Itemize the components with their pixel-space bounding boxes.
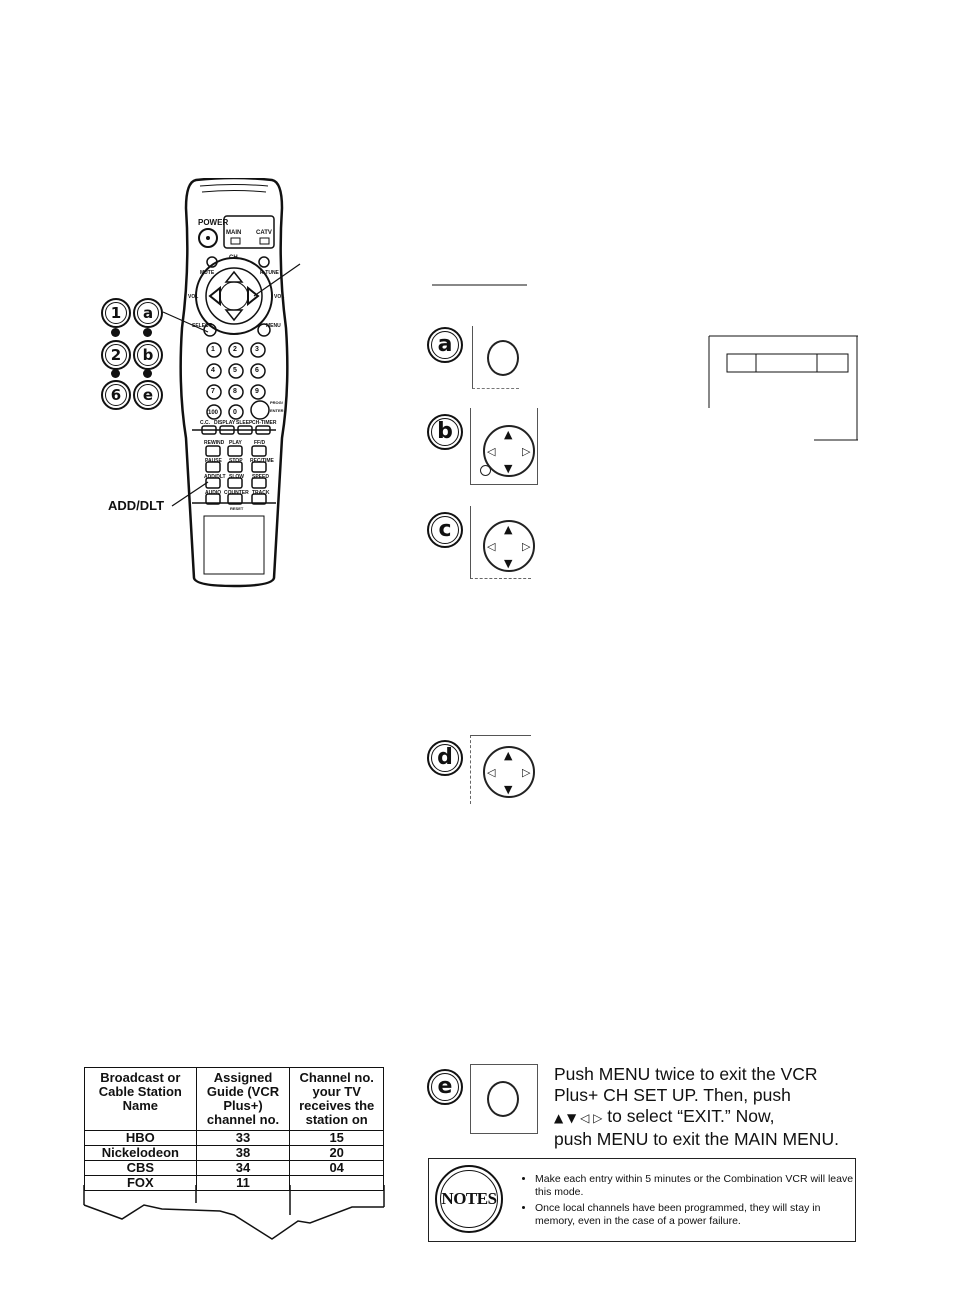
step-e-line-1: Push MENU twice to exit the VCR — [554, 1064, 818, 1084]
remote-label-r-tune: R-TUNE — [260, 270, 279, 276]
step-c-dpad-icon: ▲ ▼ ◁ ▷ — [483, 520, 535, 572]
step-c-label: c — [427, 512, 463, 548]
remote-label-catv: CATV — [256, 230, 272, 236]
remote-key-6: 6 — [255, 367, 259, 374]
table-cell: 11 — [196, 1176, 290, 1191]
step-index-2: 2 — [101, 340, 131, 370]
notes-badge: NOTES — [435, 1165, 503, 1233]
table-row — [85, 1161, 384, 1176]
remote-label-prog-enter: PROG/ ENTER — [270, 400, 284, 413]
table-header-guide: Assigned Guide (VCR Plus+) channel no. — [196, 1068, 290, 1131]
remote-label-main: MAIN — [226, 230, 242, 236]
bullet-dot — [143, 369, 152, 378]
remote-label-track: TRACK — [252, 490, 270, 496]
remote-label-counter: COUNTER — [224, 490, 249, 496]
remote-label-ffwd: FF/D — [254, 440, 266, 446]
remote-label-menu: MENU — [266, 323, 281, 329]
remote-label-power: POWER — [198, 218, 229, 227]
remote-label-ch-timer: CH-TIMER — [252, 420, 277, 426]
table-header-row — [85, 1068, 384, 1131]
remote-label-stop: STOP — [229, 458, 243, 464]
notes-list — [521, 1173, 855, 1231]
step-index-1: 1 — [101, 298, 131, 328]
remote-label-rewind: REWIND — [204, 440, 225, 446]
step-d-label: d — [427, 740, 463, 776]
table-cell: 20 — [290, 1146, 384, 1161]
remote-label-vol-left: VOL — [188, 294, 199, 300]
table-cell: 34 — [196, 1161, 290, 1176]
remote-label-mute: MUTE — [200, 270, 215, 276]
step-a-label: a — [427, 327, 463, 363]
step-index-e: e — [133, 380, 163, 410]
step-b-dpad-icon: ▲ ▼ ◁ ▷ — [483, 425, 535, 477]
remote-label-audio: AUDIO — [205, 490, 222, 496]
remote-label-cc: C.C. — [200, 420, 210, 426]
screen-menu-outline — [700, 334, 860, 444]
step-e-instructions — [554, 1064, 854, 1150]
table-cell: CBS — [85, 1161, 197, 1176]
remote-key-1: 1 — [211, 346, 215, 353]
step-e-line-3-text: to select “EXIT.” Now, — [607, 1106, 775, 1126]
table-cell: 33 — [196, 1131, 290, 1146]
remote-label-vol-right: VOL — [274, 294, 285, 300]
remote-key-8: 8 — [233, 388, 237, 395]
table-torn-edge — [82, 1185, 388, 1245]
add-dlt-callout: ADD/DLT — [108, 498, 165, 513]
remote-key-7: 7 — [211, 388, 215, 395]
step-index-a: a — [133, 298, 163, 328]
notes-box — [428, 1158, 856, 1242]
step-b-label: b — [427, 414, 463, 450]
remote-label-select: SELECT — [192, 323, 212, 329]
table-cell: Nickelodeon — [85, 1146, 197, 1161]
table-header-tv-channel: Channel no. your TV receives the station on — [290, 1068, 384, 1131]
remote-label-pause: PAUSE — [205, 458, 222, 464]
table-cell: 04 — [290, 1161, 384, 1176]
remote-key-100: 100 — [208, 410, 219, 416]
remote-label-play: PLAY — [229, 440, 242, 446]
step-e-button-icon — [487, 1081, 519, 1117]
bullet-dot — [111, 369, 120, 378]
remote-label-speed: SPEED — [252, 474, 269, 480]
bullet-dot — [111, 328, 120, 337]
table-header-station: Broadcast or Cable Station Name — [85, 1068, 197, 1131]
remote-label-sleep: SLEEP — [236, 420, 253, 426]
step-index-6: 6 — [101, 380, 131, 410]
remote-label-reset: RESET — [230, 506, 244, 511]
remote-label-slow: SLOW — [229, 474, 244, 480]
list-item: • Once local channels have been programmed, they will stay in memory, even in the case of a power failure. — [535, 1202, 855, 1228]
table-cell: 15 — [290, 1131, 384, 1146]
remote-key-3: 3 — [255, 346, 259, 353]
step-d-dpad-icon: ▲ ▼ ◁ ▷ — [483, 746, 535, 798]
channel-table — [84, 1067, 384, 1191]
step-index-b: b — [133, 340, 163, 370]
step-a-button-icon — [487, 340, 519, 376]
remote-label-add-dlt: ADD/DLT — [204, 474, 226, 480]
table-row — [85, 1146, 384, 1161]
step-e-line-2: Plus+ CH SET UP. Then, push — [554, 1085, 791, 1105]
remote-key-9: 9 — [255, 388, 259, 395]
list-item: • Make each entry within 5 minutes or the Combination VCR will leave this mode. — [535, 1173, 855, 1199]
table-cell: FOX — [85, 1176, 197, 1191]
arrow-keys-icon: ▲ ▼ ◁ ▷ — [554, 1111, 603, 1125]
table-cell: HBO — [85, 1131, 197, 1146]
step-e-line-4: push MENU to exit the MAIN MENU. — [554, 1129, 839, 1149]
remote-key-5: 5 — [233, 367, 237, 374]
step-e-line-3 — [554, 1106, 854, 1129]
remote-key-0: 0 — [233, 409, 237, 416]
step-b-small-button-icon — [480, 465, 491, 476]
table-cell: 38 — [196, 1146, 290, 1161]
remote-key-4: 4 — [211, 367, 215, 374]
bullet-dot — [143, 328, 152, 337]
step-e-label: e — [427, 1069, 463, 1105]
remote-label-rec-time: REC/TIME — [250, 458, 274, 464]
remote-label-display: DISPLAY — [214, 420, 236, 426]
table-row — [85, 1131, 384, 1146]
remote-label-ch: CH — [229, 255, 238, 261]
remote-key-2: 2 — [233, 346, 237, 353]
